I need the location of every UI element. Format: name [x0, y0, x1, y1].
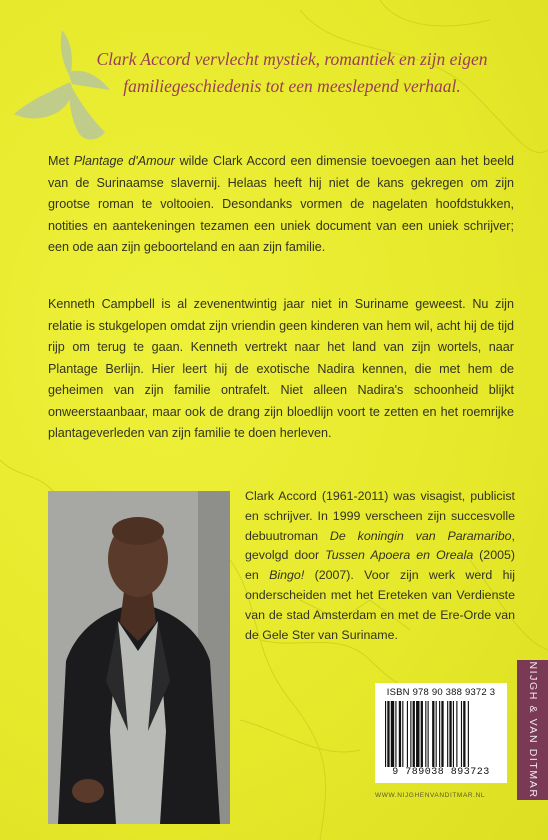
tagline-quote [62, 46, 522, 100]
publisher-name: NIJGH & VAN DITMAR [527, 661, 539, 799]
publisher-url: WWW.NIJGHENVANDITMAR.NL [375, 792, 486, 799]
author-photo [48, 491, 230, 824]
barcode-bars [385, 701, 499, 767]
bio-book-3: Bingo! [269, 568, 305, 583]
bio-text-4: (2007). Voor zijn werk werd hij onderscheiden met het Ereteken van Verdienste van de stad Amsterdam en met de Ere-Orde van de Gele Ster van Suriname. [245, 568, 515, 642]
tagline-line-2: familiegeschiedenis tot een meeslepend verhaal. [123, 76, 461, 96]
paragraph1-post: wilde Clark Accord een dimensie toevoegen aan het beeld van de Surinaamse slavernij. Helaas heeft hij niet de kans gekregen om zijn grootse roman te voltooien. Desondanks vormen de nagelaten hoofdstukken, notities en aantekeningen tezamen een uniek document van een uniek schrijver; een ode aan zijn geboorteland en aan zijn familie. [48, 154, 514, 254]
barcode [375, 683, 507, 783]
tagline-line-1: Clark Accord vervlecht mystiek, romantiek en zijn eigen [96, 49, 488, 69]
book-title: Plantage d'Amour [73, 154, 175, 168]
author-bio [245, 487, 515, 645]
bio-book-1: De koningin van Paramaribo [329, 528, 512, 543]
description-paragraph-2: Kenneth Campbell is al zevenentwintig jaar niet in Suriname geweest. Nu zijn relatie is stukgelopen omdat zijn vriendin geen kinderen van hem wil, acht hij de tijd rijp om terug te gaan. Kenneth vertrekt naar het land van zijn wortels, naar Plantage Berlijn. Hier leert hij de exotische Nadira kennen, die met hem de geheimen van zijn familie ontrafelt. Niet alleen Nadira's schoonheid blijkt onweerstaanbaar, maar ook de drang zijn bloedlijn voort te zetten en het roemrijke plantageverleden van zijn familie te doen herleven. [48, 297, 514, 440]
isbn-label: ISBN 978 90 388 9372 3 [386, 687, 496, 698]
bio-text-1: Clark Accord (1961-2011) was visagist, publicist en schrijver. In 1999 verscheen zijn succesvolle debuutroman [245, 489, 515, 543]
bio-text-3: (2005) en [245, 548, 515, 583]
bio-book-2: Tussen Apoera en Oreala [325, 548, 474, 563]
description-paragraph-1 [48, 151, 514, 259]
barcode-digits: 9 789038 893723 [392, 767, 490, 778]
paragraph1-pre: Met [48, 154, 74, 168]
bio-text-2: , gevolgd door [245, 528, 515, 563]
